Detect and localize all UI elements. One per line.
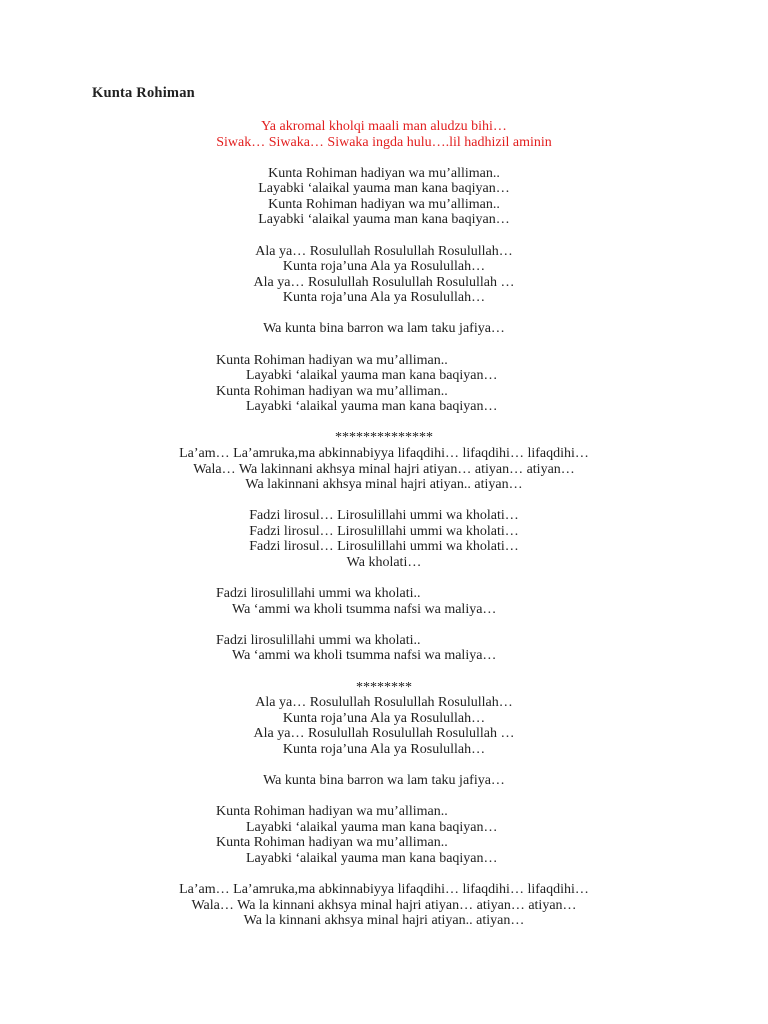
intro-red-stanza	[0, 119, 768, 150]
lyric-line: Fadzi lirosul… Lirosulillahi ummi wa kholati…	[249, 523, 519, 539]
lyric-line: Ala ya… Rosulullah Rosulullah Rosulullah…	[255, 695, 513, 711]
stanza-wa-kunta-line	[0, 321, 768, 337]
lyric-line: Ya akromal kholqi maali man aludzu bihi…	[261, 119, 507, 134]
lyric-line: La’am… La’amruka,ma abkinnabiyya lifaqdihi… lifaqdihi… lifaqdihi…	[179, 881, 589, 897]
lyric-line: Kunta roja’una Ala ya Rosulullah…	[282, 290, 486, 306]
stanza-fadzi-lirosul	[0, 508, 768, 570]
lyric-line: Fadzi lirosulillahi ummi wa kholati..	[216, 632, 421, 648]
stanza-kunta-rohiman-centered	[0, 166, 768, 228]
lyric-line: La’am… La’amruka,ma abkinnabiyya lifaqdihi… lifaqdihi… lifaqdihi…	[179, 446, 589, 461]
lyric-line: Kunta Rohiman hadiyan wa mu’alliman..	[216, 835, 448, 851]
lyric-line: Wa ‘ammi wa kholi tsumma nafsi wa maliya…	[232, 648, 497, 664]
lyric-line: Layabki ‘alaikal yauma man kana baqiyan…	[258, 212, 510, 228]
lyric-line: Kunta roja’una Ala ya Rosulullah…	[282, 259, 486, 275]
lyric-line: **************	[335, 430, 433, 446]
stanza-fadzi-lirosulillahi-1	[0, 586, 768, 617]
stanza-wa-kunta-line-2	[0, 773, 768, 789]
lyric-line: Kunta Rohiman hadiyan wa mu’alliman..	[216, 804, 448, 820]
document-title: Kunta Rohiman	[92, 85, 195, 101]
stanza-kunta-rohiman-left	[0, 353, 768, 415]
lyric-line: Kunta roja’una Ala ya Rosulullah…	[282, 741, 486, 757]
stanza-laam-final	[0, 882, 768, 929]
lyric-line: Fadzi lirosul… Lirosulillahi ummi wa kholati…	[249, 539, 519, 555]
lyric-line: Wa lakinnani akhsya minal hajri atiyan.. atiyan…	[245, 477, 523, 493]
lyric-line: Layabki ‘alaikal yauma man kana baqiyan…	[246, 399, 498, 415]
stanza-fadzi-lirosulillahi-2	[0, 633, 768, 664]
lyric-line: Layabki ‘alaikal yauma man kana baqiyan…	[246, 368, 498, 384]
lyric-line: Ala ya… Rosulullah Rosulullah Rosulullah …	[253, 726, 515, 742]
lyric-line: Wa kholati…	[346, 555, 422, 571]
lyric-line: Siwak… Siwaka… Siwaka ingda hulu….lil hadhizil aminin	[216, 134, 552, 150]
lyric-line: Wa la kinnani akhsya minal hajri atiyan.. atiyan…	[243, 913, 525, 929]
lyric-line: Kunta Rohiman hadiyan wa mu’alliman..	[216, 352, 448, 368]
lyric-line: Ala ya… Rosulullah Rosulullah Rosulullah …	[253, 274, 515, 290]
lyric-line: Kunta Rohiman hadiyan wa mu’alliman..	[268, 165, 500, 181]
lyrics-container	[0, 119, 768, 929]
lyric-line: Wa kunta bina barron wa lam taku jafiya…	[263, 773, 505, 788]
lyric-line: Fadzi lirosulillahi ummi wa kholati..	[216, 586, 421, 602]
lyric-line: Kunta roja’una Ala ya Rosulullah…	[282, 710, 486, 726]
lyric-line: Wa kunta bina barron wa lam taku jafiya…	[263, 321, 505, 337]
stanza-ala-ya-rosulullah	[0, 244, 768, 306]
lyric-line: Wala… Wa lakinnani akhsya minal hajri atiyan… atiyan… atiyan…	[193, 461, 575, 477]
lyric-line: Kunta Rohiman hadiyan wa mu’alliman..	[216, 383, 448, 399]
lyric-line: Layabki ‘alaikal yauma man kana baqiyan…	[246, 850, 498, 866]
stanza-separator-ala-ya	[0, 680, 768, 758]
lyric-line: Layabki ‘alaikal yauma man kana baqiyan…	[258, 181, 510, 197]
stanza-separator-laam	[0, 430, 768, 492]
lyric-line: Ala ya… Rosulullah Rosulullah Rosulullah…	[255, 243, 513, 259]
stanza-kunta-rohiman-left-2	[0, 804, 768, 866]
lyric-line: Fadzi lirosul… Lirosulillahi ummi wa kholati…	[249, 508, 519, 524]
lyric-line: Wa ‘ammi wa kholi tsumma nafsi wa maliya…	[232, 601, 497, 617]
lyric-line: Wala… Wa la kinnani akhsya minal hajri atiyan… atiyan… atiyan…	[191, 897, 577, 913]
lyric-line: ********	[356, 679, 412, 695]
lyric-line: Layabki ‘alaikal yauma man kana baqiyan…	[246, 819, 498, 835]
lyric-line: Kunta Rohiman hadiyan wa mu’alliman..	[268, 196, 500, 212]
